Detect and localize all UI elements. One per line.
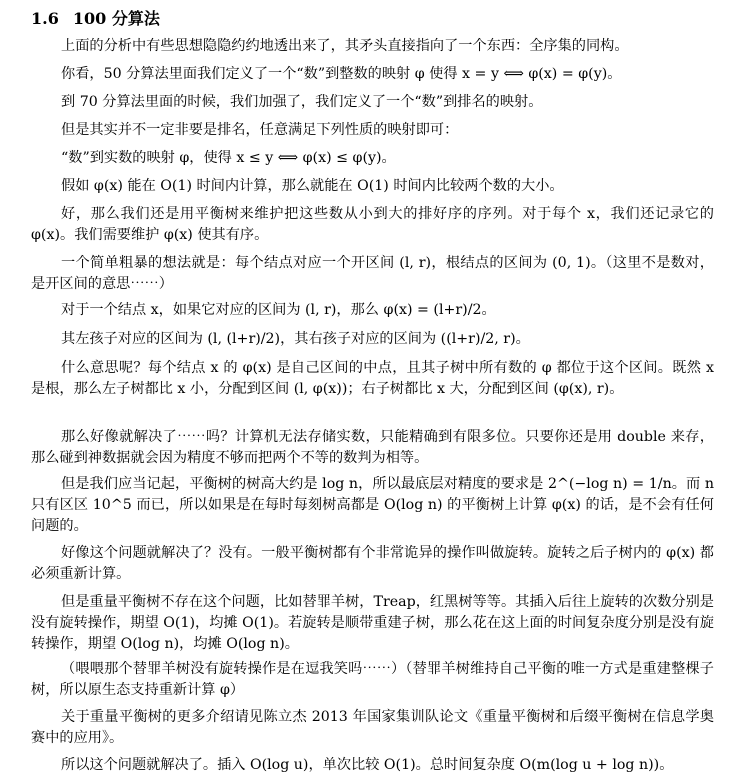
paragraph: 到 70 分算法里面的时候，我们加强了，我们定义了一个“数”到排名的映射。: [61, 94, 543, 110]
paragraph: 一个简单粗暴的想法就是：每个结点对应一个开区间 (l, r)，根结点的区间为 (0, 1)。（这里不是数对，是开区间的意思⋯⋯）: [31, 255, 714, 292]
section-heading: [31, 6, 160, 29]
paragraph: 那么好像就解决了⋯⋯吗？计算机无法存储实数，只能精确到有限多位。只要你还是用 double 来存，那么碰到神数据就会因为精度不够而把两个不等的数判为相等。: [31, 429, 714, 466]
paragraph: 对于一个结点 x，如果它对应的区间为 (l, r)，那么 φ(x) = (l+r)/2。: [61, 302, 496, 318]
paragraph: 关于重量平衡树的更多介绍请见陈立杰 2013 年国家集训队论文《重量平衡树和后缀平衡树在信息学奥赛中的应用》。: [31, 709, 714, 746]
section-title: 100 分算法: [72, 9, 160, 28]
paragraph: 但是重量平衡树不存在这个问题，比如替罪羊树，Treap，红黑树等等。其插入后往上旋转的次数分别是没有旋转操作，期望 O(1)，均摊 O(1)。若旋转是顺带重建子树，那么花在这上面的时间复杂度分别是没有旋转操作，期望 O(log n)，均摊 O(log n)。: [31, 594, 714, 652]
paragraph: “数”到实数的映射 φ，使得 x ≤ y ⟺ φ(x) ≤ φ(y)。: [61, 150, 396, 166]
paragraph: 其左孩子对应的区间为 (l, (l+r)/2)，其右孩子对应的区间为 ((l+r)/2, r)。: [61, 331, 530, 347]
section-number: 1.6: [31, 9, 59, 28]
paragraph: 但是其实并不一定非要是排名，任意满足下列性质的映射即可：: [61, 122, 459, 138]
paragraph: 假如 φ(x) 能在 O(1) 时间内计算，那么就能在 O(1) 时间内比较两个数的大小。: [61, 178, 564, 194]
paragraph: 你看，50 分算法里面我们定义了一个“数”到整数的映射 φ 使得 x = y ⟺ φ(x) = φ(y)。: [61, 66, 622, 82]
paragraph: 好，那么我们还是用平衡树来维护把这些数从小到大的排好序的序列。对于每个 x，我们还记录它的 φ(x)。我们需要维护 φ(x) 使其有序。: [31, 206, 714, 243]
paragraph: 好像这个问题就解决了？没有。一般平衡树都有个非常诡异的操作叫做旋转。旋转之后子树内的 φ(x) 都必须重新计算。: [31, 545, 714, 582]
paragraph: （喂喂那个替罪羊树没有旋转操作是在逗我笑吗⋯⋯）（替罪羊树维持自己平衡的唯一方式是重建整棵子树，所以原生态支持重新计算 φ）: [31, 661, 714, 698]
paragraph: 所以这个问题就解决了。插入 O(log u)，单次比较 O(1)。总时间复杂度 O(m(log u + log n))。: [61, 757, 674, 773]
paragraph: 上面的分析中有些思想隐隐约约地透出来了，其矛头直接指向了一个东西：全序集的同构。: [61, 38, 629, 54]
paragraph: 但是我们应当记起，平衡树的树高大约是 log n，所以最底层对精度的要求是 2^(−log n) = 1/n。而 n 只有区区 10^5 而已，所以如果是在每时每刻树高都是 O(log n) 的平衡树上计算 φ(x) 的话，是不会有任何问题的。: [31, 476, 714, 534]
paragraph: 什么意思呢？每个结点 x 的 φ(x) 是自己区间的中点，且其子树中所有数的 φ 都位于这个区间。既然 x 是根，那么左子树都比 x 小，分配到区间 (l, φ(x))；右子树都比 x 大，分配到区间 (φ(x), r)。: [31, 360, 714, 397]
